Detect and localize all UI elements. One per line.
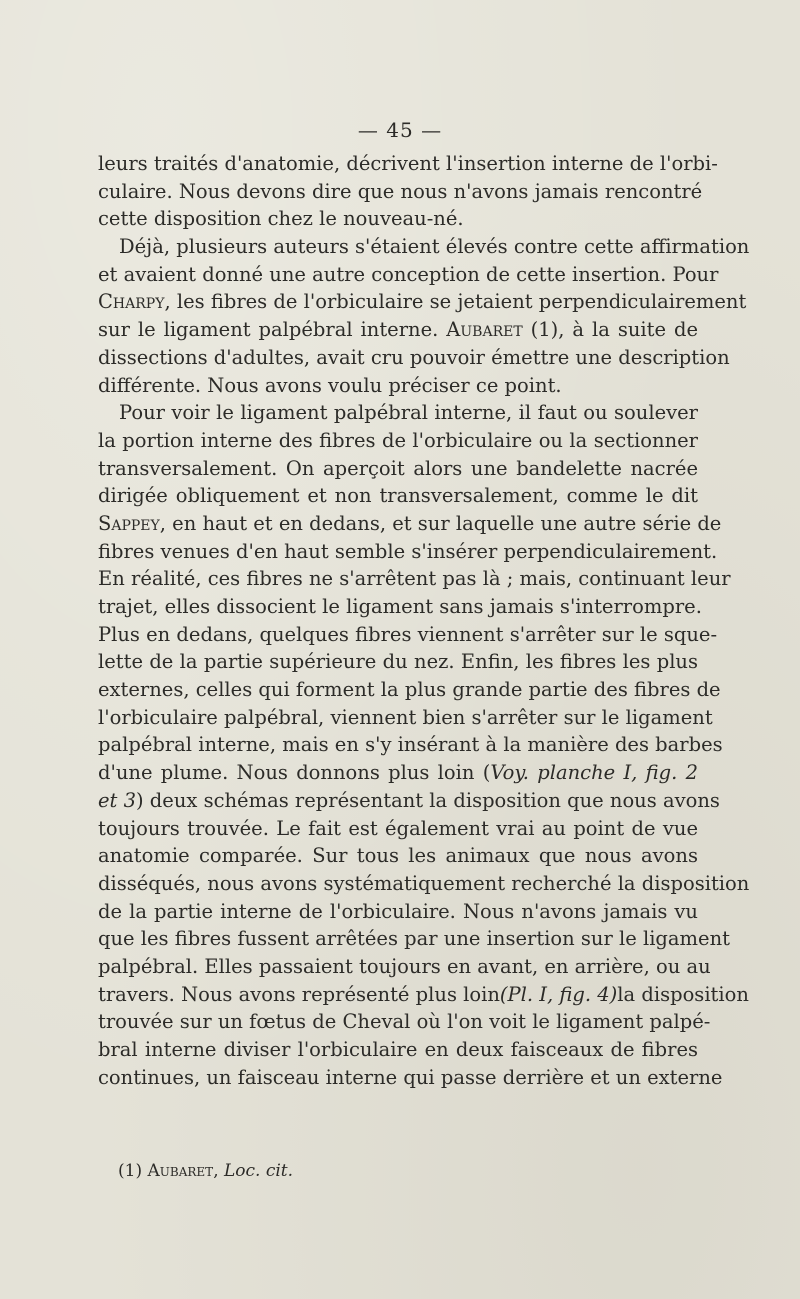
body-text <box>98 150 750 1091</box>
text-line: leurs traités d'anatomie, décrivent l'insertion interne de l'orbi- <box>98 152 718 175</box>
figure-reference: Voy. planche I, fig. 2 <box>490 761 698 785</box>
text-line: et 3) deux schémas représentant la disposition que nous avons <box>98 788 720 812</box>
text-line: toujours trouvée. Le fait est également vrai au point de vue <box>98 816 698 840</box>
author-name: Sappey <box>98 511 160 535</box>
text-line: l'orbiculaire palpébral, viennent bien s'arrêter sur le ligament <box>98 705 713 729</box>
text-line: sur le ligament palpébral interne. Aubaret (1), à la suite de <box>98 318 698 342</box>
text-line: Sappey, en haut et en dedans, et sur laquelle une autre série de <box>98 511 722 535</box>
text-line: cette disposition chez le nouveau-né. <box>98 207 464 231</box>
footnote-separator: , <box>213 1161 219 1181</box>
text-line: continues, un faisceau interne qui passe derrière et un externe <box>98 1065 723 1089</box>
figure-reference: et 3 <box>98 788 136 812</box>
text-line: d'une plume. Nous donnons plus loin (Voy. planche I, fig. 2 <box>98 761 698 785</box>
text-line: disséqués, nous avons systématiquement recherché la disposition <box>98 871 750 895</box>
text-line: externes, celles qui forment la plus grande partie des fibres de <box>98 678 721 702</box>
text-line: fibres venues d'en haut semble s'insérer perpendiculairement. <box>98 539 718 563</box>
author-name: Aubaret <box>446 318 523 342</box>
footnote-author: Aubaret <box>147 1161 214 1181</box>
text-line: culaire. Nous devons dire que nous n'avons jamais rencontré <box>98 179 703 203</box>
text-line: la portion interne des fibres de l'orbiculaire ou la sectionner <box>98 428 698 452</box>
text-line: et avaient donné une autre conception de cette insertion. Pour <box>98 262 719 286</box>
author-name: Charpy <box>98 290 165 314</box>
text-line: Déjà, plusieurs auteurs s'étaient élevés contre cette affirmation <box>119 235 750 259</box>
text-line: que les fibres fussent arrêtées par une insertion sur le ligament <box>98 927 730 951</box>
text-line: anatomie comparée. Sur tous les animaux que nous avons <box>98 844 698 868</box>
footnote-reference: Loc. cit. <box>224 1161 294 1181</box>
text-line: dissections d'adultes, avait cru pouvoir émettre une description <box>98 345 730 369</box>
text-line: transversalement. On aperçoit alors une bandelette nacrée <box>98 456 698 480</box>
text-line: Plus en dedans, quelques fibres viennent s'arrêter sur le sque- <box>98 622 718 646</box>
text-line: En réalité, ces fibres ne s'arrêtent pas là ; mais, continuant leur <box>98 567 731 591</box>
text-line: Charpy, les fibres de l'orbiculaire se jetaient perpendiculairement <box>98 290 747 314</box>
footnote-number: (1) <box>118 1161 143 1181</box>
text-line: bral interne diviser l'orbiculaire en deux faisceaux de fibres <box>98 1038 698 1061</box>
text-line: trajet, elles dissocient le ligament sans jamais s'interrompre. <box>98 595 702 618</box>
text-line: travers. Nous avons représenté plus loin(Pl. I, fig. 4)la disposition <box>98 982 749 1006</box>
text-line: trouvée sur un fœtus de Cheval où l'on voit le ligament palpé- <box>98 1010 711 1034</box>
figure-reference: (Pl. I, fig. 4) <box>499 982 618 1006</box>
text-line: différente. Nous avons voulu préciser ce point. <box>98 373 562 397</box>
text-line: lette de la partie supérieure du nez. Enfin, les fibres les plus <box>98 650 698 674</box>
text-line: palpébral. Elles passaient toujours en avant, en arrière, ou au <box>98 954 711 978</box>
text-line: palpébral interne, mais en s'y insérant à la manière des barbes <box>98 733 723 757</box>
footnote <box>118 1159 293 1183</box>
text-line: de la partie interne de l'orbiculaire. Nous n'avons jamais vu <box>98 899 698 923</box>
text-line: dirigée obliquement et non transversalement, comme le dit <box>98 484 698 508</box>
text-line: Pour voir le ligament palpébral interne, il faut ou soulever <box>119 401 698 425</box>
page-number: — 45 — <box>357 118 443 142</box>
